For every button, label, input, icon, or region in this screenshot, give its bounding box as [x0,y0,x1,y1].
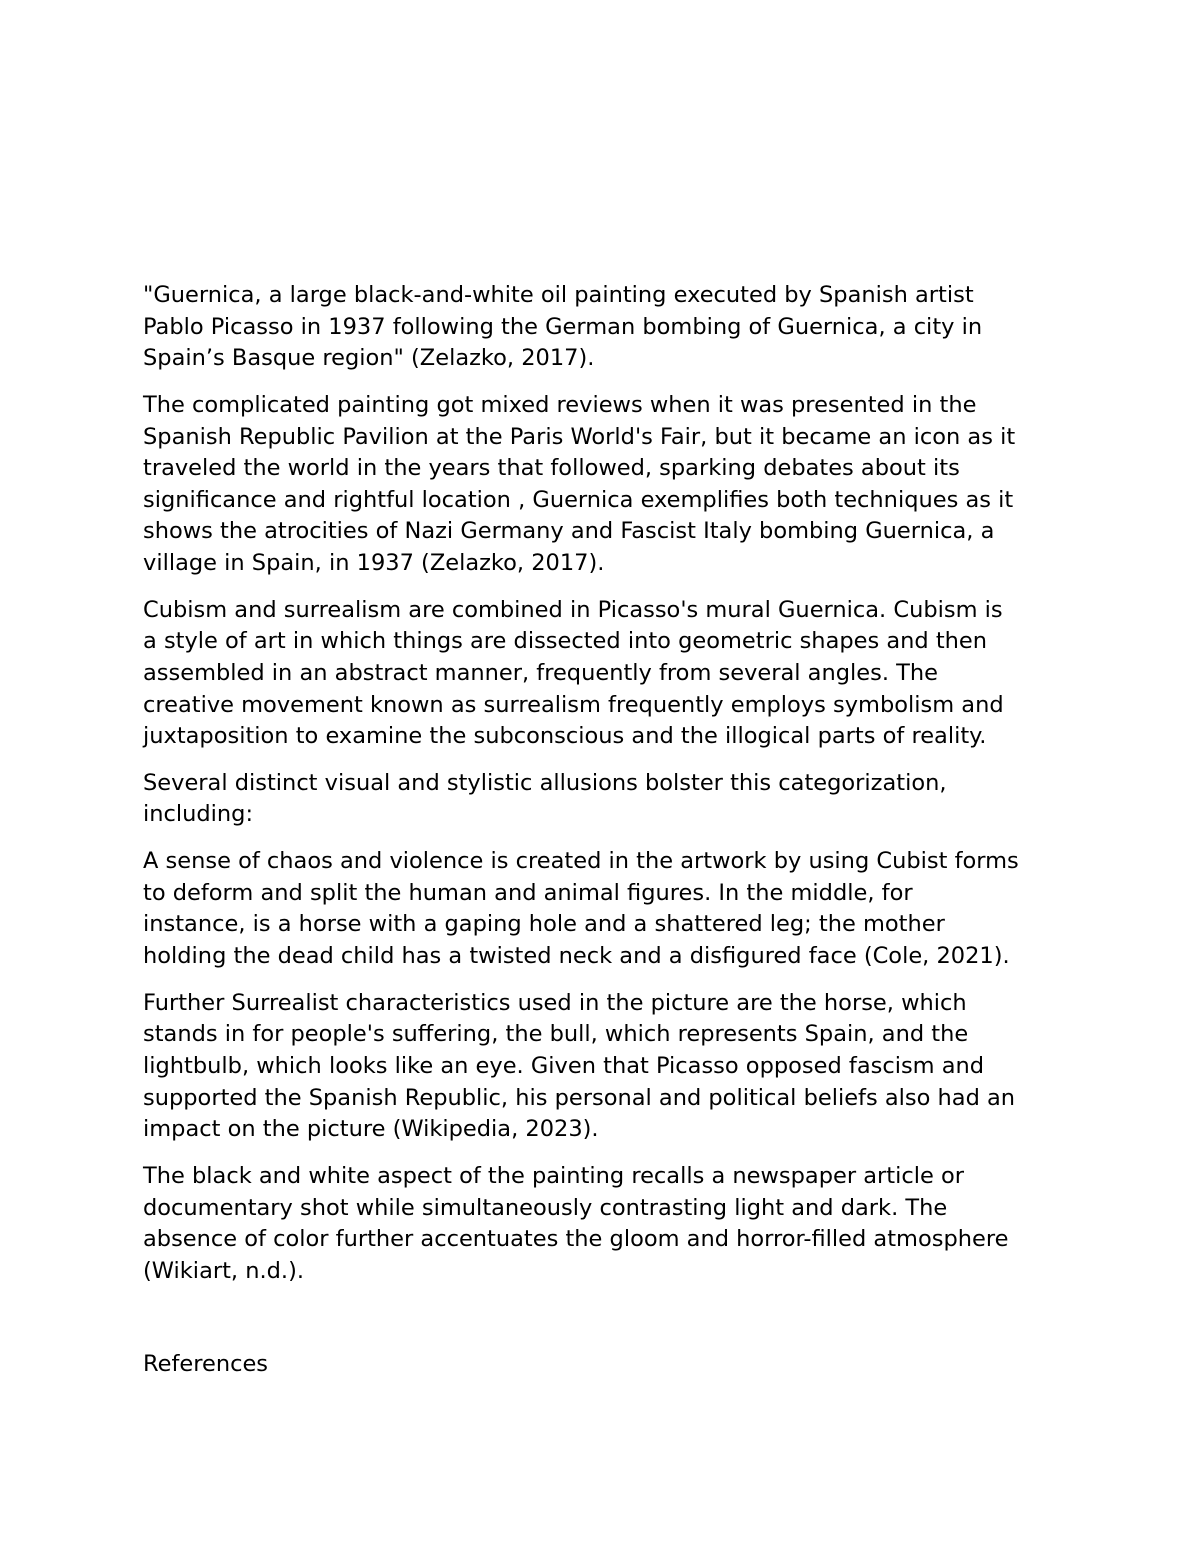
paragraph-cubism-surrealism: Cubism and surrealism are combined in Picasso's mural Guernica. Cubism is a style of art in which things are dissected into geometric shapes and then assembled in an abstract manner, frequently from several angles. The creative movement known as surrealism frequently employs symbolism and juxtaposition to examine the subconscious and the illogical parts of reality. [143,596,1004,750]
paragraph-surrealist-characteristics: Further Surrealist characteristics used in the picture are the horse, which stands in for people's suffering, the bull, which represents Spain, and the lightbulb, which looks like an eye. Given that Picasso opposed fascism and supported the Spanish Republic, his personal and political beliefs also had an impact on the picture (Wikipedia, 2023). [143,989,1016,1143]
document-body [143,280,1083,1377]
references-heading: References [143,1351,269,1377]
paragraph-guernica-intro: "Guernica, a large black-and-white oil painting executed by Spanish artist Pablo Picasso in 1937 following the German bombing of Guernica, a city in Spain’s Basque region" (Zelazko, 2017). [143,282,983,372]
paragraph-black-and-white: The black and white aspect of the painting recalls a newspaper article or documentary shot while simultaneously contrasting light and dark. The absence of color further accentuates the gloom and horror-filled atmosphere (Wikiart, n.d.). [143,1162,1009,1284]
paragraph-mixed-reviews: The complicated painting got mixed reviews when it was presented in the Spanish Republic Pavilion at the Paris World's Fair, but it became an icon as it traveled the world in the years that followed, sparking debates about its significance and rightful location , Guernica exemplifies both techniques as it shows the atrocities of Nazi Germany and Fascist Italy bombing Guernica, a village in Spain, in 1937 (Zelazko, 2017). [143,391,1016,576]
paragraph-chaos-violence: A sense of chaos and violence is created in the artwork by using Cubist forms to deform and split the human and animal figures. In the middle, for instance, is a horse with a gaping hole and a shattered leg; the mother holding the dead child has a twisted neck and a disfigured face (Cole, 2021). [143,848,1019,970]
paragraph-allusions: Several distinct visual and stylistic allusions bolster this categorization, including: [143,769,947,828]
